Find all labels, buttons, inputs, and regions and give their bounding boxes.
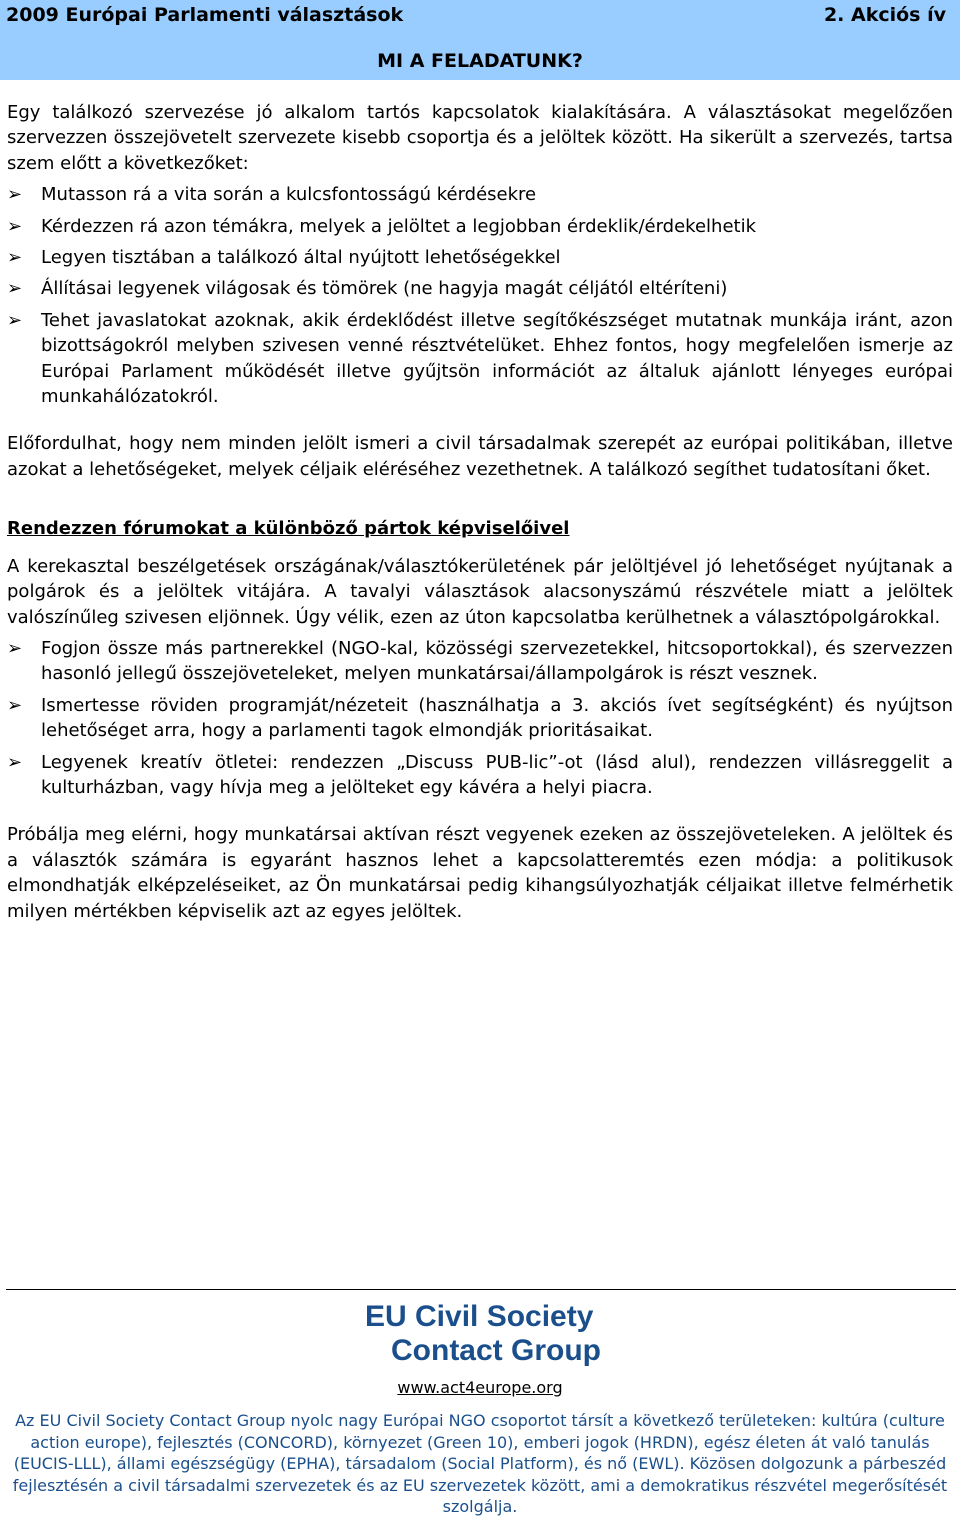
list-item	[7, 693, 953, 744]
logo-line-1: EU Civil Society	[365, 1300, 594, 1333]
arrow-bullet-icon: ➢	[7, 751, 23, 773]
section-title: MI A FELADATUNK?	[377, 50, 583, 72]
forum-tips-list	[7, 636, 953, 800]
list-item	[7, 214, 953, 239]
list-item	[7, 245, 953, 270]
footer-description: Az EU Civil Society Contact Group nyolc nagy Európai NGO csoportot társít a következő területeken: kultúra (culture action europe), fejlesztés (CONCORD), környezet (Green 10), emberi jogok (HRDN), egész életen át való tanulás (EUCIS-LLL), állami egészségügy (EPHA), társadalom (Social Platform), és nő (EWL). Közösen dolgozunk a párbeszéd fejlesztésén a civil társadalmi szervezetek és az EU szervezetek között, ami a demokratikus részvétel megerősítését szolgálja.	[12, 1411, 948, 1516]
main-content	[7, 100, 953, 924]
document-title: 2009 Európai Parlamenti választások	[6, 4, 404, 26]
intro-paragraph: Egy találkozó szervezése jó alkalom tartós kapcsolatok kialakítására. A választásokat megelőzően szervezzen összejövetelt szervezete kisebb csoportja és a jelöltek között. Ha sikerült a szervezés, tartsa szem előtt a következőket:	[7, 102, 953, 174]
arrow-bullet-icon: ➢	[7, 637, 23, 659]
list-item-text: Mutasson rá a vita során a kulcsfontosságú kérdésekre	[41, 184, 537, 206]
closing-paragraph: Próbálja meg elérni, hogy munkatársai aktívan részt vegyenek ezeken az összejöveteleken. A jelöltek és a választók számára is egyaránt hasznos lehet a kapcsolatteremtés ezen módja: a politikusok elmondhatják elképzeléseiket, az Ön munkatársai pedig kihangsúlyozhatják céljaikat illetve felmérhetik milyen mértékben képviselik azt az egyes jelöltek.	[7, 824, 953, 922]
list-item	[7, 276, 953, 301]
arrow-bullet-icon: ➢	[7, 309, 23, 331]
list-item-text: Tehet javaslatokat azoknak, akik érdeklődést illetve segítőkészséget mutatnak munkája iránt, azon bizottságokról melyben szivesen venné résztvételüket. Ehhez fontos, hogy megfelelően ismerje az Európai Parlament működését illetve gyűjtsön információt az általuk ajánlott lényeges európai munkahálózatokról.	[41, 309, 953, 408]
list-item	[7, 182, 953, 207]
list-item-text: Legyen tisztában a találkozó által nyújtott lehetőségekkel	[41, 247, 561, 269]
footer-divider	[6, 1289, 956, 1290]
list-item-text: Kérdezzen rá azon témákra, melyek a jelöltet a legjobban érdeklik/érdekelhetik	[41, 215, 756, 237]
arrow-bullet-icon: ➢	[7, 694, 23, 716]
list-item-text: Legyenek kreatív ötletei: rendezzen „Discuss PUB-lic”-ot (lásd alul), rendezzen villásreggelit a kulturházban, vagy hívja meg a jelölteket egy kávéra a helyi piacra.	[41, 751, 953, 798]
list-item	[7, 636, 953, 687]
sheet-label: 2. Akciós ív	[823, 4, 946, 26]
list-item-text: Ismertesse röviden programját/nézeteit (használhatja a 3. akciós ívet segítségként) és nyújtson lehetőséget arra, hogy a parlamenti tagok elmondják prioritásaikat.	[41, 694, 953, 742]
eu-civil-society-logo	[365, 1300, 605, 1372]
arrow-bullet-icon: ➢	[7, 278, 23, 300]
arrow-bullet-icon: ➢	[7, 215, 23, 237]
tips-list	[7, 182, 953, 409]
header-bar	[0, 0, 960, 80]
website-link[interactable]: www.act4europe.org	[397, 1378, 563, 1397]
list-item	[7, 308, 953, 410]
arrow-bullet-icon: ➢	[7, 184, 23, 206]
list-item	[7, 750, 953, 801]
roundtable-paragraph: A kerekasztal beszélgetések országának/választókerületének pár jelöltjével jó lehetőséget nyújtanak a polgárok és a jelöltek vitájára. A tavalyi választások alacsonyszámú részvétele miatt a jelöltek valószínűleg szivesen eljönnek. Úgy vélik, ezen az úton kapcsolatba kerülhetnek a választópolgárokkal.	[7, 555, 953, 628]
logo-line-2: Contact Group	[391, 1334, 601, 1367]
list-item-text: Állításai legyenek világosak és tömörek (ne hagyja magát céljától eltéríteni)	[41, 278, 728, 300]
list-item-text: Fogjon össze más partnerekkel (NGO-kal, közösségi szervezetekkel, hitcsoportokkal), és szervezzen hasonló jellegű összejöveteleket, melyen munkatársai/állampolgárok is részt vesznek.	[41, 637, 953, 685]
forum-heading: Rendezzen fórumokat a különböző pártok képviselőivel	[7, 518, 570, 540]
awareness-paragraph: Előfordulhat, hogy nem minden jelölt ismeri a civil társadalmak szerepét az európai politikában, illetve azokat a lehetőségeket, melyek céljaik eléréséhez vezethetnek. A találkozó segíthet tudatosítani őket.	[7, 433, 953, 480]
arrow-bullet-icon: ➢	[7, 247, 23, 269]
